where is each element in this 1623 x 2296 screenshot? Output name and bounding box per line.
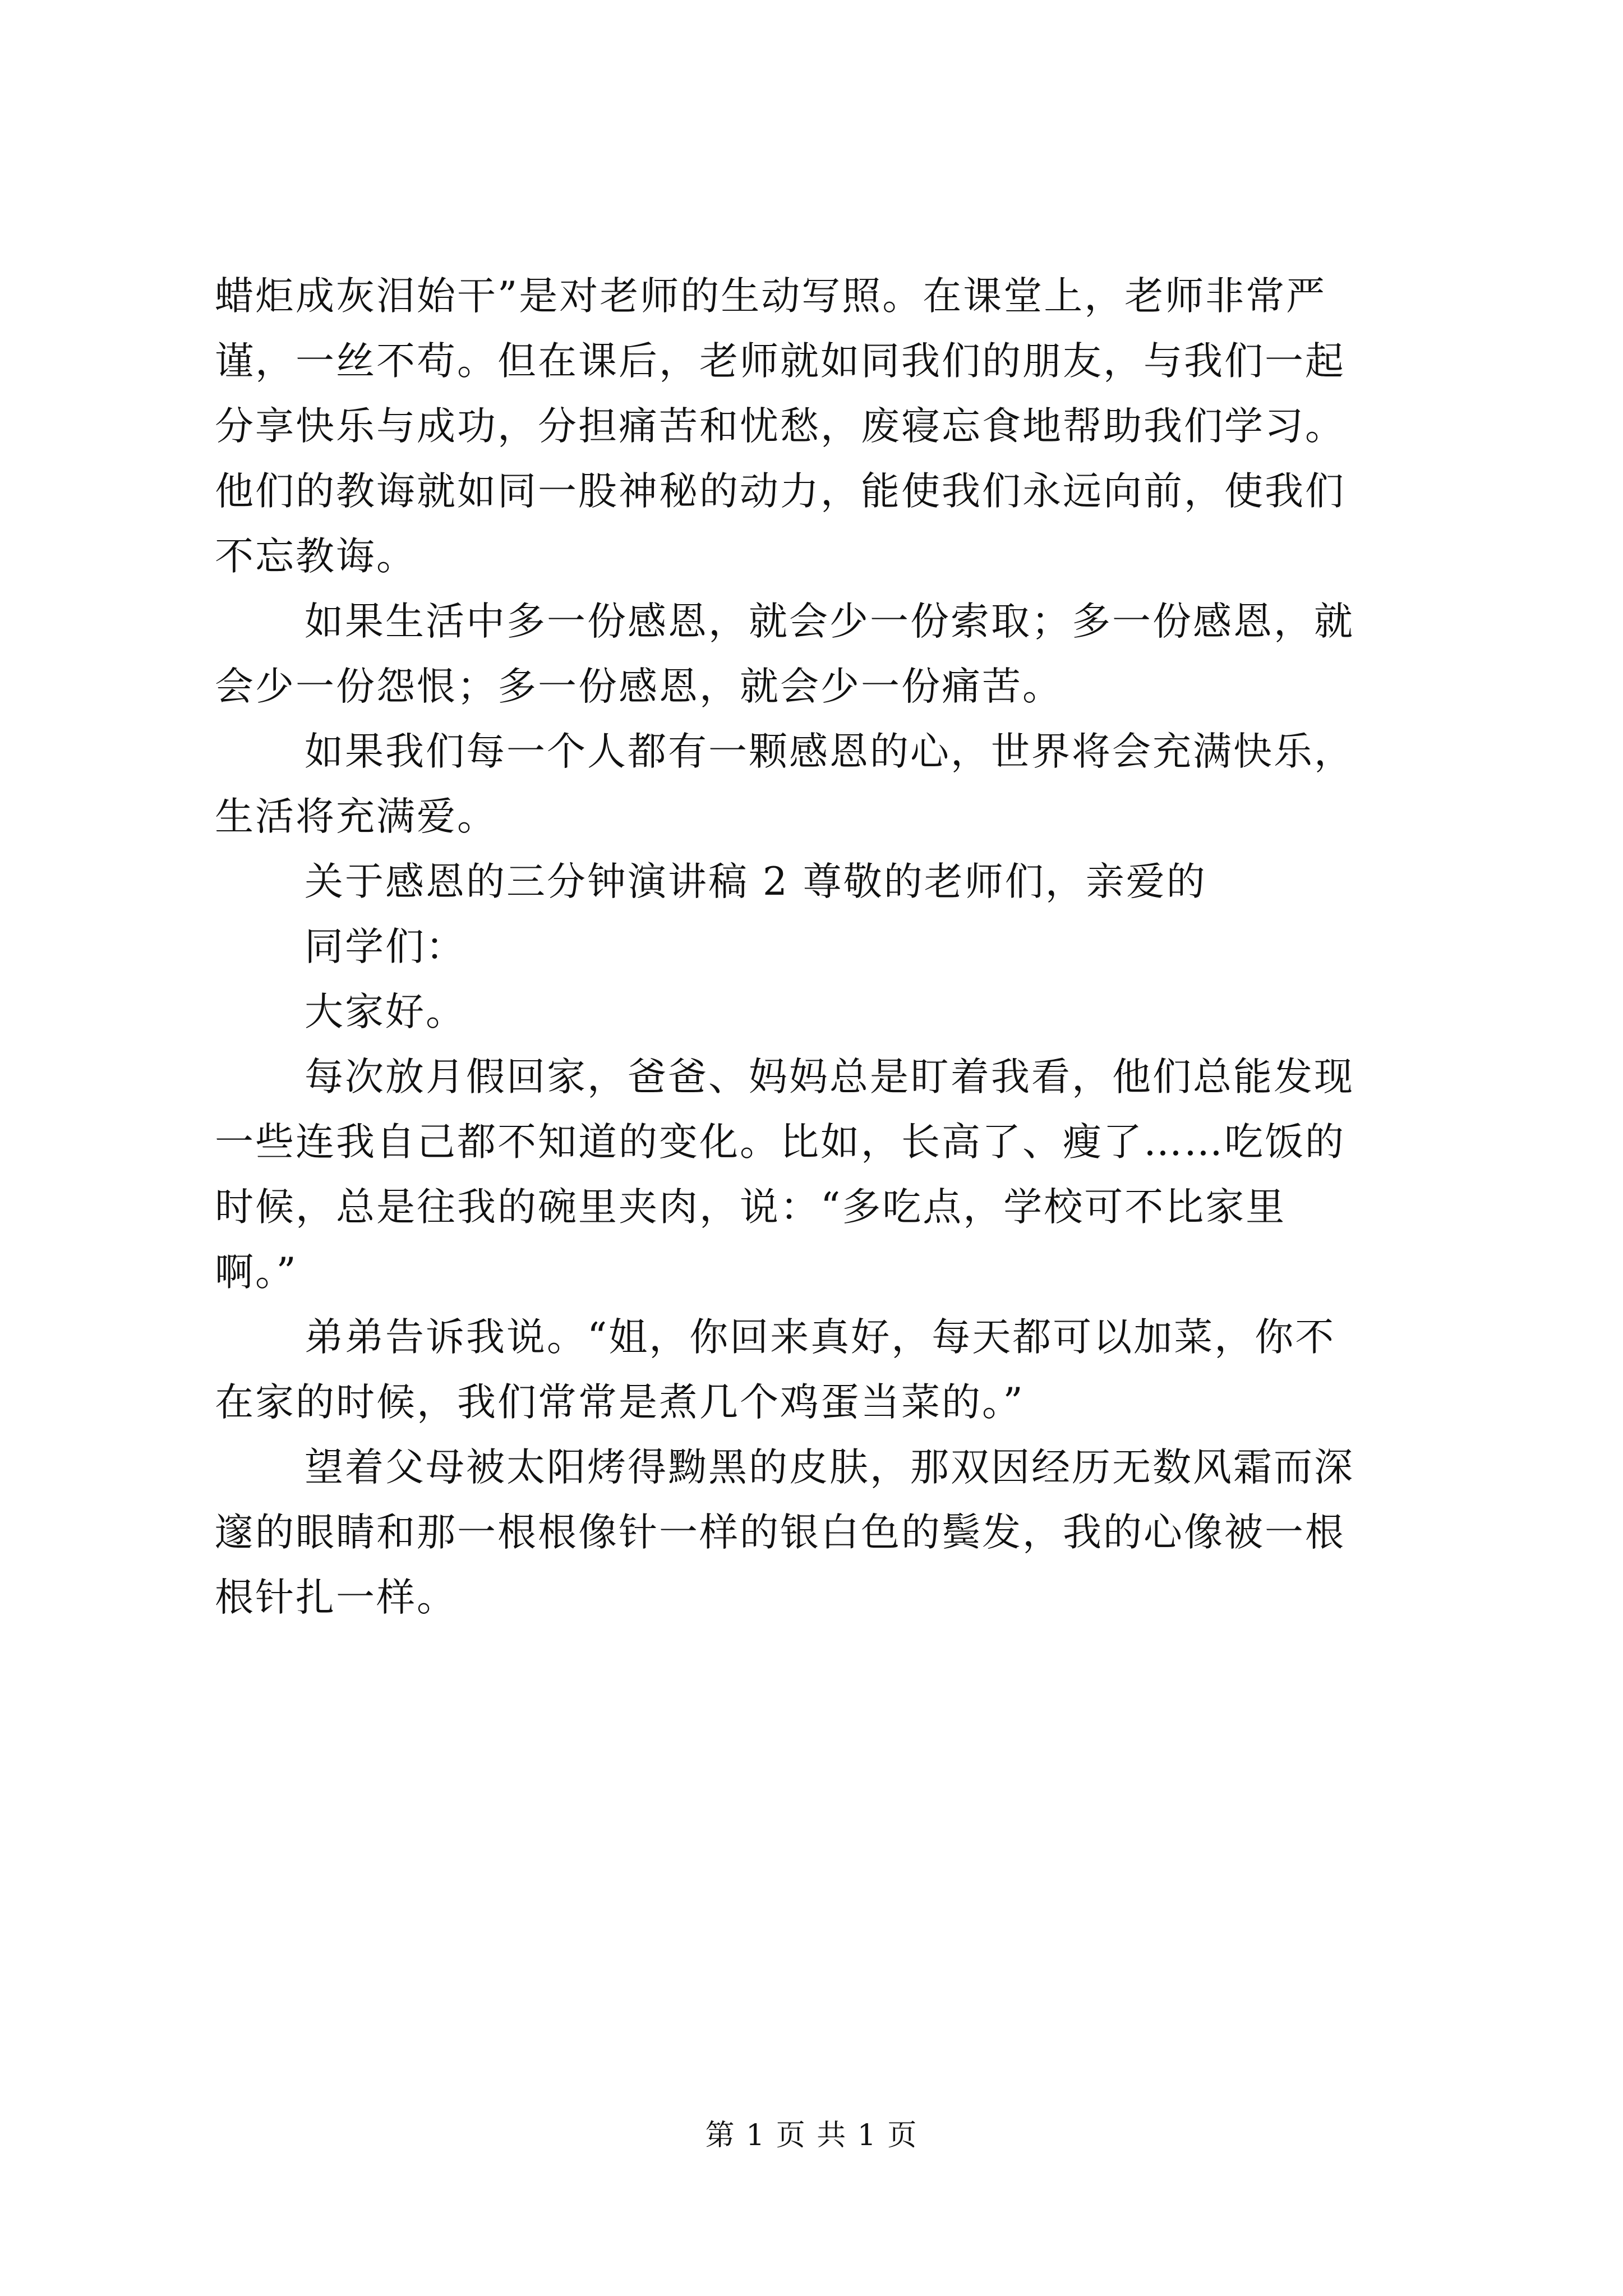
- text-line: 望着父母被太阳烤得黝黑的皮肤，那双因经历无数风霜而深: [305, 1445, 1354, 1490]
- text-line: 每次放月假回家，爸爸、妈妈总是盯着我看，他们总能发现: [305, 1055, 1354, 1099]
- text-line: 会少一份怨恨；多一份感恩，就会少一份痛苦。: [215, 664, 1063, 709]
- page-number-footer: 第 1 页 共 1 页: [705, 2119, 918, 2152]
- text-line: 一些连我自己都不知道的变化。比如，长高了、瘦了……吃饭的: [215, 1120, 1345, 1165]
- text-line: 大家好。: [305, 990, 466, 1034]
- text-line: 分享快乐与成功，分担痛苦和忧愁，废寝忘食地帮助我们学习。: [215, 404, 1345, 449]
- text-line: 他们的教诲就如同一股神秘的动力，能使我们永远向前，使我们: [215, 469, 1345, 514]
- text-line: 弟弟告诉我说。“姐，你回来真好，每天都可以加菜，你不: [305, 1315, 1336, 1360]
- text-line: 时候，总是往我的碗里夹肉，说：“多吃点，学校可不比家里: [215, 1185, 1287, 1230]
- text-line: 同学们：: [305, 924, 466, 969]
- section-heading-line: 关于感恩的三分钟演讲稿 2 尊敬的老师们，亲爱的: [305, 859, 1207, 904]
- text-line: 蜡炬成灰泪始干”是对老师的生动写照。在课堂上，老师非常严: [215, 274, 1327, 319]
- document-body: [215, 264, 1421, 1630]
- text-line: 谨，一丝不苟。但在课后，老师就如同我们的朋友，与我们一起: [215, 339, 1345, 384]
- text-line: 生活将充满爱。: [215, 794, 497, 839]
- text-line: 根针扎一样。: [215, 1575, 457, 1620]
- text-line: 啊。”: [215, 1250, 298, 1295]
- text-line: 如果我们每一个人都有一颗感恩的心，世界将会充满快乐，: [305, 729, 1354, 774]
- text-line: 如果生活中多一份感恩，就会少一份索取；多一份感恩，就: [305, 599, 1354, 644]
- text-line: 不忘教诲。: [215, 534, 417, 579]
- text-line: 邃的眼睛和那一根根像针一样的银白色的鬓发，我的心像被一根: [215, 1510, 1345, 1555]
- text-line: 在家的时候，我们常常是煮几个鸡蛋当菜的。”: [215, 1380, 1025, 1425]
